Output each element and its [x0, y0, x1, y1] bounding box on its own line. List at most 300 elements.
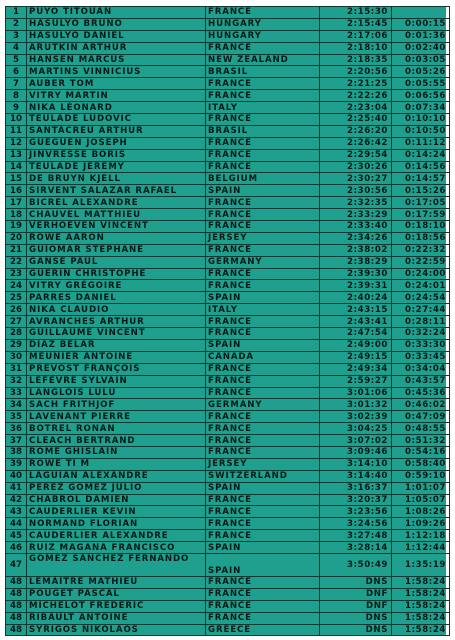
rank-cell: 36: [6, 423, 27, 435]
finish-time-cell: 2:21:25: [320, 78, 392, 90]
time-gap-cell: 0:51:32: [392, 435, 450, 447]
country-cell: SWITZERLAND: [206, 470, 320, 482]
athlete-name-cell: RIBAULT ANTOINE: [27, 612, 206, 624]
finish-time-cell: 3:20:37: [320, 494, 392, 506]
rank-cell: 30: [6, 351, 27, 363]
finish-time-cell: 3:27:48: [320, 530, 392, 542]
table-row: [6, 423, 450, 435]
finish-time-cell: 2:49:00: [320, 339, 392, 351]
rank-cell: 18: [6, 209, 27, 221]
country-cell: SPAIN: [206, 292, 320, 304]
athlete-name-cell: SANTACREU ARTHUR: [27, 125, 206, 137]
time-gap-cell: 0:22:32: [392, 244, 450, 256]
time-gap-cell: 0:10:50: [392, 125, 450, 137]
rank-cell: 5: [6, 54, 27, 66]
rank-cell: 37: [6, 435, 27, 447]
country-cell: FRANCE: [206, 363, 320, 375]
rank-cell: 20: [6, 232, 27, 244]
table-row: [6, 553, 450, 576]
athlete-name-cell: TEULADE LUDOVIC: [27, 114, 206, 126]
table-row: [6, 316, 450, 328]
rank-cell: 38: [6, 446, 27, 458]
time-gap-cell: 1:09:26: [392, 518, 450, 530]
time-gap-cell: 0:45:36: [392, 387, 450, 399]
finish-time-cell: 2:26:20: [320, 125, 392, 137]
country-cell: SPAIN: [206, 553, 320, 576]
finish-time-cell: 3:01:32: [320, 399, 392, 411]
athlete-name-cell: HASULYO DANIEL: [27, 30, 206, 42]
time-gap-cell: 0:59:10: [392, 470, 450, 482]
finish-time-cell: 2:15:45: [320, 18, 392, 30]
rank-cell: 39: [6, 458, 27, 470]
athlete-name-cell: ROWE TI M: [27, 458, 206, 470]
finish-time-cell: 2:29:54: [320, 149, 392, 161]
athlete-name-cell: AUBER TOM: [27, 78, 206, 90]
rank-cell: 48: [6, 612, 27, 624]
finish-time-cell: 3:14:40: [320, 470, 392, 482]
athlete-name-cell: NIKA CLAUDIO: [27, 304, 206, 316]
country-cell: ITALY: [206, 304, 320, 316]
time-gap-cell: 0:24:01: [392, 280, 450, 292]
table-row: [6, 304, 450, 316]
rank-cell: 16: [6, 185, 27, 197]
finish-time-cell: 2:34:26: [320, 232, 392, 244]
athlete-name-cell: MICHELOT FRÉDÉRIC: [27, 600, 206, 612]
country-cell: FRANCE: [206, 42, 320, 54]
rank-cell: 43: [6, 506, 27, 518]
table-row: [6, 7, 450, 19]
rank-cell: 27: [6, 316, 27, 328]
table-row: [6, 387, 450, 399]
table-row: [6, 54, 450, 66]
rank-cell: 33: [6, 387, 27, 399]
rank-cell: 12: [6, 137, 27, 149]
athlete-name-cell: CHABROL DAMIEN: [27, 494, 206, 506]
table-row: [6, 588, 450, 600]
table-row: [6, 221, 450, 233]
time-gap-cell: 0:58:40: [392, 458, 450, 470]
rank-cell: 45: [6, 530, 27, 542]
finish-time-cell: 3:50:49: [320, 553, 392, 576]
rank-cell: 8: [6, 90, 27, 102]
country-cell: BRASIL: [206, 125, 320, 137]
finish-time-cell: DNS: [320, 576, 392, 588]
athlete-name-cell: VITRY MARTIN: [27, 90, 206, 102]
rank-cell: 25: [6, 292, 27, 304]
rank-cell: 9: [6, 102, 27, 114]
time-gap-cell: 0:22:59: [392, 256, 450, 268]
country-cell: FRANCE: [206, 78, 320, 90]
time-gap-cell: 0:05:26: [392, 66, 450, 78]
results-table: [5, 6, 450, 636]
athlete-name-cell: AVRANCHES ARTHUR: [27, 316, 206, 328]
finish-time-cell: DNF: [320, 600, 392, 612]
time-gap-cell: 0:05:55: [392, 78, 450, 90]
country-cell: FRANCE: [206, 530, 320, 542]
country-cell: FRANCE: [206, 161, 320, 173]
finish-time-cell: 2:23:04: [320, 102, 392, 114]
rank-cell: 22: [6, 256, 27, 268]
table-row: [6, 530, 450, 542]
finish-time-cell: 2:59:27: [320, 375, 392, 387]
table-row: [6, 363, 450, 375]
table-row: [6, 494, 450, 506]
table-row: [6, 482, 450, 494]
rank-cell: 44: [6, 518, 27, 530]
table-row: [6, 435, 450, 447]
athlete-name-cell: BICREL ALEXANDRE: [27, 197, 206, 209]
table-row: [6, 197, 450, 209]
time-gap-cell: 0:46:02: [392, 399, 450, 411]
rank-cell: 7: [6, 78, 27, 90]
table-row: [6, 185, 450, 197]
finish-time-cell: 2:30:56: [320, 185, 392, 197]
country-cell: FRANCE: [206, 600, 320, 612]
finish-time-cell: 3:23:56: [320, 506, 392, 518]
time-gap-cell: 0:14:24: [392, 149, 450, 161]
table-row: [6, 209, 450, 221]
athlete-name-cell: DIAZ BELAR: [27, 339, 206, 351]
finish-time-cell: DNS: [320, 624, 392, 636]
country-cell: FRANCE: [206, 506, 320, 518]
table-row: [6, 280, 450, 292]
time-gap-cell: 0:07:34: [392, 102, 450, 114]
table-row: [6, 542, 450, 554]
athlete-name-cell: TEULADE JEREMY: [27, 161, 206, 173]
table-row: [6, 375, 450, 387]
athlete-name-cell: LEFEVRE SYLVAIN: [27, 375, 206, 387]
table-row: [6, 328, 450, 340]
athlete-name-cell: SYRIGOS NIKOLAOS: [27, 624, 206, 636]
finish-time-cell: 2:47:54: [320, 328, 392, 340]
table-row: [6, 470, 450, 482]
time-gap-cell: 1:05:07: [392, 494, 450, 506]
athlete-name-cell: MEUNIER ANTOINE: [27, 351, 206, 363]
country-cell: JERSEY: [206, 458, 320, 470]
table-row: [6, 268, 450, 280]
athlete-name-cell: GUIOMAR STÉPHANE: [27, 244, 206, 256]
table-row: [6, 600, 450, 612]
rank-cell: 4: [6, 42, 27, 54]
time-gap-cell: 1:58:24: [392, 576, 450, 588]
time-gap-cell: 1:58:24: [392, 588, 450, 600]
country-cell: ITALY: [206, 102, 320, 114]
athlete-name-cell: GANSE PAUL: [27, 256, 206, 268]
table-row: [6, 624, 450, 636]
country-cell: FRANCE: [206, 588, 320, 600]
time-gap-cell: 0:00:15: [392, 18, 450, 30]
table-row: [6, 173, 450, 185]
athlete-name-cell: NORMAND FLORIAN: [27, 518, 206, 530]
table-row: [6, 66, 450, 78]
country-cell: FRANCE: [206, 7, 320, 19]
athlete-name-cell: JINVRESSE BORIS: [27, 149, 206, 161]
country-cell: FRANCE: [206, 328, 320, 340]
time-gap-cell: 0:14:56: [392, 161, 450, 173]
time-gap-cell: 1:12:44: [392, 542, 450, 554]
finish-time-cell: 2:49:34: [320, 363, 392, 375]
finish-time-cell: 2:20:56: [320, 66, 392, 78]
table-row: [6, 125, 450, 137]
rank-cell: 32: [6, 375, 27, 387]
athlete-name-cell: SIRVENT SALAZAR RAFAEL: [27, 185, 206, 197]
country-cell: HUNGARY: [206, 18, 320, 30]
table-row: [6, 506, 450, 518]
table-row: [6, 90, 450, 102]
country-cell: FRANCE: [206, 280, 320, 292]
finish-time-cell: 2:38:29: [320, 256, 392, 268]
athlete-name-cell: GUERIN CHRISTOPHE: [27, 268, 206, 280]
table-row: [6, 446, 450, 458]
athlete-name-cell: NIKA LÉONARD: [27, 102, 206, 114]
table-row: [6, 292, 450, 304]
rank-cell: 14: [6, 161, 27, 173]
table-row: [6, 232, 450, 244]
finish-time-cell: 2:38:02: [320, 244, 392, 256]
finish-time-cell: 2:26:42: [320, 137, 392, 149]
rank-cell: 19: [6, 221, 27, 233]
table-row: [6, 137, 450, 149]
country-cell: FRANCE: [206, 244, 320, 256]
finish-time-cell: 2:33:40: [320, 221, 392, 233]
finish-time-cell: 2:43:41: [320, 316, 392, 328]
athlete-name-cell: VITRY GRÉGOIRE: [27, 280, 206, 292]
finish-time-cell: DNF: [320, 588, 392, 600]
table-row: [6, 30, 450, 42]
country-cell: FRANCE: [206, 375, 320, 387]
athlete-name-cell: CLEACH BERTRAND: [27, 435, 206, 447]
athlete-name-cell: LAGUIAN ALEXANDRE: [27, 470, 206, 482]
finish-time-cell: 3:24:56: [320, 518, 392, 530]
finish-time-cell: 2:40:24: [320, 292, 392, 304]
finish-time-cell: 3:14:10: [320, 458, 392, 470]
finish-time-cell: 2:43:15: [320, 304, 392, 316]
rank-cell: 23: [6, 268, 27, 280]
country-cell: FRANCE: [206, 518, 320, 530]
rank-cell: 2: [6, 18, 27, 30]
rank-cell: 13: [6, 149, 27, 161]
finish-time-cell: 3:28:14: [320, 542, 392, 554]
time-gap-cell: 0:18:56: [392, 232, 450, 244]
time-gap-cell: 0:33:45: [392, 351, 450, 363]
finish-time-cell: 3:09:46: [320, 446, 392, 458]
table-row: [6, 399, 450, 411]
country-cell: FRANCE: [206, 494, 320, 506]
time-gap-cell: 0:01:36: [392, 30, 450, 42]
country-cell: FRANCE: [206, 387, 320, 399]
rank-cell: 48: [6, 624, 27, 636]
rank-cell: 46: [6, 542, 27, 554]
time-gap-cell: 0:18:10: [392, 221, 450, 233]
time-gap-cell: 0:17:05: [392, 197, 450, 209]
country-cell: HUNGARY: [206, 30, 320, 42]
results-table-body: [6, 7, 450, 636]
country-cell: SPAIN: [206, 339, 320, 351]
time-gap-cell: 0:32:24: [392, 328, 450, 340]
time-gap-cell: [392, 7, 450, 19]
finish-time-cell: 3:01:06: [320, 387, 392, 399]
table-row: [6, 411, 450, 423]
athlete-name-cell: ARUTKIN ARTHUR: [27, 42, 206, 54]
rank-cell: 47: [6, 553, 27, 576]
country-cell: FRANCE: [206, 423, 320, 435]
rank-cell: 1: [6, 7, 27, 19]
time-gap-cell: 0:27:44: [392, 304, 450, 316]
athlete-name-cell: LEMAITRE MATHIEU: [27, 576, 206, 588]
country-cell: SPAIN: [206, 542, 320, 554]
time-gap-cell: 1:08:26: [392, 506, 450, 518]
rank-cell: 21: [6, 244, 27, 256]
rank-cell: 10: [6, 114, 27, 126]
table-row: [6, 244, 450, 256]
rank-cell: 48: [6, 600, 27, 612]
finish-time-cell: 2:39:30: [320, 268, 392, 280]
athlete-name-cell: GOMEZ SANCHEZ FERNANDO: [27, 553, 206, 576]
time-gap-cell: 0:17:59: [392, 209, 450, 221]
time-gap-cell: 1:35:19: [392, 553, 450, 576]
rank-cell: 15: [6, 173, 27, 185]
time-gap-cell: 0:10:10: [392, 114, 450, 126]
athlete-name-cell: LAVENANT PIERRE: [27, 411, 206, 423]
finish-time-cell: 2:18:35: [320, 54, 392, 66]
athlete-name-cell: VERHOEVEN VINCENT: [27, 221, 206, 233]
finish-time-cell: 2:49:15: [320, 351, 392, 363]
table-row: [6, 458, 450, 470]
time-gap-cell: 0:24:54: [392, 292, 450, 304]
country-cell: GERMANY: [206, 256, 320, 268]
finish-time-cell: DNS: [320, 612, 392, 624]
athlete-name-cell: CAUDERLIER ALEXANDRE: [27, 530, 206, 542]
finish-time-cell: 2:18:10: [320, 42, 392, 54]
country-cell: FRANCE: [206, 90, 320, 102]
country-cell: FRANCE: [206, 435, 320, 447]
time-gap-cell: 0:33:30: [392, 339, 450, 351]
athlete-name-cell: PUYO TITOUAN: [27, 7, 206, 19]
athlete-name-cell: CHAUVEL MATTHIEU: [27, 209, 206, 221]
rank-cell: 48: [6, 576, 27, 588]
country-cell: JERSEY: [206, 232, 320, 244]
athlete-name-cell: LANGLOIS LULU: [27, 387, 206, 399]
rank-cell: 6: [6, 66, 27, 78]
table-row: [6, 114, 450, 126]
time-gap-cell: 0:15:26: [392, 185, 450, 197]
finish-time-cell: 2:25:40: [320, 114, 392, 126]
athlete-name-cell: POUGET PASCAL: [27, 588, 206, 600]
time-gap-cell: 1:58:24: [392, 600, 450, 612]
country-cell: GREECE: [206, 624, 320, 636]
time-gap-cell: 0:11:12: [392, 137, 450, 149]
athlete-name-cell: DE BRUYN KJELL: [27, 173, 206, 185]
rank-cell: 41: [6, 482, 27, 494]
country-cell: SPAIN: [206, 185, 320, 197]
country-cell: BELGIUM: [206, 173, 320, 185]
country-cell: SPAIN: [206, 482, 320, 494]
country-cell: FRANCE: [206, 268, 320, 280]
athlete-name-cell: ROWE AARON: [27, 232, 206, 244]
country-cell: FRANCE: [206, 576, 320, 588]
time-gap-cell: 1:58:24: [392, 624, 450, 636]
country-cell: FRANCE: [206, 316, 320, 328]
rank-cell: 24: [6, 280, 27, 292]
table-row: [6, 102, 450, 114]
time-gap-cell: 0:14:57: [392, 173, 450, 185]
finish-time-cell: 2:33:29: [320, 209, 392, 221]
time-gap-cell: 1:01:07: [392, 482, 450, 494]
country-cell: BRASIL: [206, 66, 320, 78]
country-cell: CANADA: [206, 351, 320, 363]
time-gap-cell: 0:48:55: [392, 423, 450, 435]
table-row: [6, 576, 450, 588]
country-cell: FRANCE: [206, 149, 320, 161]
finish-time-cell: 2:30:26: [320, 161, 392, 173]
athlete-name-cell: PREVOST FRANÇOIS: [27, 363, 206, 375]
rank-cell: 34: [6, 399, 27, 411]
finish-time-cell: 3:07:02: [320, 435, 392, 447]
rank-cell: 28: [6, 328, 27, 340]
country-cell: FRANCE: [206, 209, 320, 221]
time-gap-cell: 1:58:24: [392, 612, 450, 624]
table-row: [6, 518, 450, 530]
finish-time-cell: 2:15:30: [320, 7, 392, 19]
rank-cell: 48: [6, 588, 27, 600]
rank-cell: 31: [6, 363, 27, 375]
rank-cell: 17: [6, 197, 27, 209]
table-row: [6, 612, 450, 624]
time-gap-cell: 0:43:57: [392, 375, 450, 387]
table-row: [6, 256, 450, 268]
athlete-name-cell: PARRES DANIEL: [27, 292, 206, 304]
time-gap-cell: 0:02:40: [392, 42, 450, 54]
time-gap-cell: 0:24:00: [392, 268, 450, 280]
athlete-name-cell: HANSEN MARCUS: [27, 54, 206, 66]
athlete-name-cell: GUEGUEN JOSEPH: [27, 137, 206, 149]
table-row: [6, 339, 450, 351]
rank-cell: 35: [6, 411, 27, 423]
rank-cell: 40: [6, 470, 27, 482]
finish-time-cell: 3:16:37: [320, 482, 392, 494]
table-row: [6, 78, 450, 90]
table-row: [6, 18, 450, 30]
time-gap-cell: 0:54:16: [392, 446, 450, 458]
finish-time-cell: 2:39:31: [320, 280, 392, 292]
country-cell: FRANCE: [206, 446, 320, 458]
time-gap-cell: 0:34:04: [392, 363, 450, 375]
athlete-name-cell: GUILLAUME VINCENT: [27, 328, 206, 340]
athlete-name-cell: ROME GHISLAIN: [27, 446, 206, 458]
athlete-name-cell: CAUDERLIER KEVIN: [27, 506, 206, 518]
country-cell: FRANCE: [206, 221, 320, 233]
athlete-name-cell: SACH FRITHJOF: [27, 399, 206, 411]
table-row: [6, 161, 450, 173]
rank-cell: 3: [6, 30, 27, 42]
finish-time-cell: 3:02:39: [320, 411, 392, 423]
rank-cell: 42: [6, 494, 27, 506]
table-row: [6, 351, 450, 363]
rank-cell: 26: [6, 304, 27, 316]
time-gap-cell: 1:12:18: [392, 530, 450, 542]
rank-cell: 11: [6, 125, 27, 137]
country-cell: FRANCE: [206, 137, 320, 149]
time-gap-cell: 0:06:56: [392, 90, 450, 102]
rank-cell: 29: [6, 339, 27, 351]
athlete-name-cell: BOTREL RONAN: [27, 423, 206, 435]
time-gap-cell: 0:03:05: [392, 54, 450, 66]
finish-time-cell: 3:04:25: [320, 423, 392, 435]
table-row: [6, 42, 450, 54]
finish-time-cell: 2:22:26: [320, 90, 392, 102]
results-sheet: [5, 6, 446, 636]
time-gap-cell: 0:28:11: [392, 316, 450, 328]
